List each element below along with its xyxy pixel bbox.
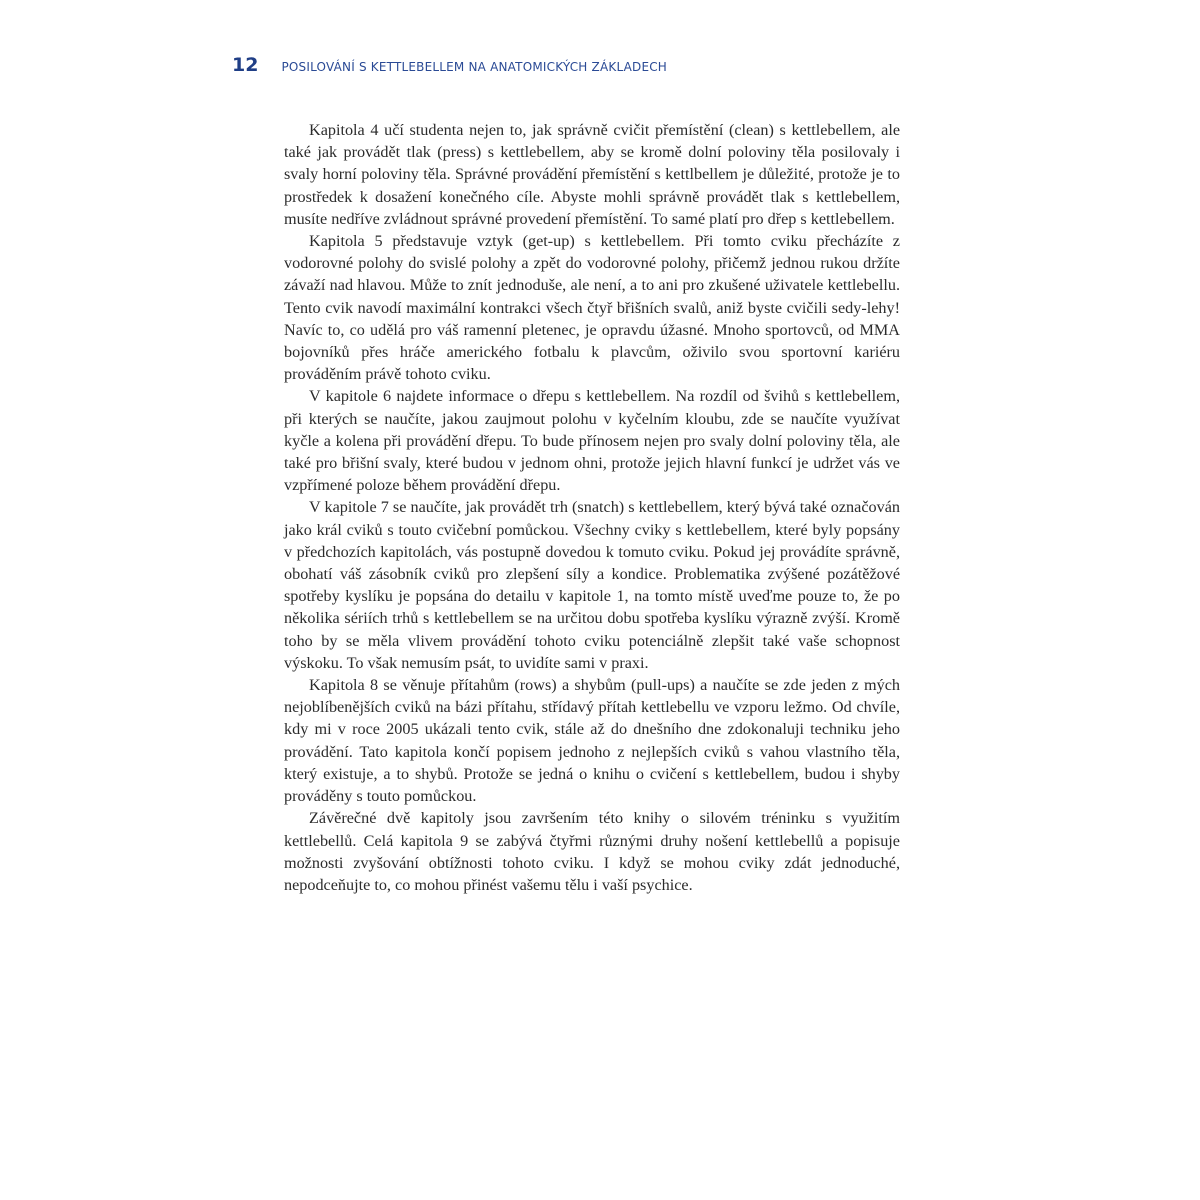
body-text (284, 119, 900, 896)
paragraph-chapter-7: V kapitole 7 se naučíte, jak provádět trh (snatch) s kettlebellem, který bývá také označován jako král cviků s touto cvičební pomůckou. Všechny cviky s kettlebellem, které byly popsány v předchozích kapitolách, vás postupně dovedou k tomuto cviku. Pokud jej provádíte správně, obohatí váš zásobník cviků pro zlepšení síly a kondice. Problematika zvýšené pozátěžové spotřeby kyslíku je popsána do detailu v kapitole 1, na tomto místě uveďme pouze to, že po několika sériích trhů s kettlebellem se na určitou dobu spotřeba kyslíku výrazně zvýší. Kromě toho by se měla vlivem provádění tohoto cviku potenciálně zlepšit také vaše schopnost výskoku. To však nemusím psát, to uvidíte sami v praxi. (284, 498, 900, 672)
page-number: 12 (232, 54, 259, 76)
paragraph-chapter-6: V kapitole 6 najdete informace o dřepu s kettlebellem. Na rozdíl od švihů s kettlebellem, při kterých se naučíte, jakou zaujmout polohu v kyčelním kloubu, zde se naučíte využívat kyčle a kolena při provádění dřepu. To bude přínosem nejen pro svaly dolní poloviny těla, ale také pro břišní svaly, které budou v jednom ohni, protože jejich hlavní funkcí je udržet vás ve vzpřímené poloze během provádění dřepu. (284, 387, 900, 495)
paragraph-final-chapters: Závěrečné dvě kapitoly jsou završením této knihy o silovém tréninku s využitím kettlebellů. Celá kapitola 9 se zabývá čtyřmi různými druhy nošení kettlebellů a popisuje možnosti zvyšování obtížnosti tohoto cviku. I když se mohou cviky zdát jednoduché, nepodceňujte to, co mohou přinést vašemu tělu i vaší psychice. (284, 809, 900, 894)
paragraph-chapter-8: Kapitola 8 se věnuje přítahům (rows) a shybům (pull-ups) a naučíte se zde jeden z mých nejoblíbenějších cviků na bázi přítahu, střídavý přítah kettlebellu ve vzporu ležmo. Od chvíle, kdy mi v roce 2005 ukázali tento cvik, stále až do dnešního dne zdokonaluji techniku jeho provádění. Tato kapitola končí popisem jednoho z nejlepších cviků s vahou vlastního těla, který existuje, a to shybů. Protože se jedná o knihu o cvičení s kettlebellem, budou i shyby prováděny s touto pomůckou. (284, 676, 900, 806)
running-header-title: POSILOVÁNÍ S KETTLEBELLEM NA ANATOMICKÝCH ZÁKLADECH (281, 60, 668, 74)
paragraph-chapter-5: Kapitola 5 představuje vztyk (get-up) s kettlebellem. Při tomto cviku přecházíte z vodorovné polohy do svislé polohy a zpět do vodorovné polohy, přičemž jednou rukou držíte závaží nad hlavou. Může to znít jednoduše, ale není, a to ani pro zkušené uživatele kettlebellu. Tento cvik navodí maximální kontrakci všech čtyř břišních svalů, aniž byste cvičili sedy-lehy! Navíc to, co udělá pro váš ramenní pletenec, je opravdu úžasné. Mnoho sportovců, od MMA bojovníků přes hráče amerického fotbalu k plavcům, oživilo svou sportovní kariéru prováděním právě tohoto cviku. (284, 232, 900, 384)
running-header (232, 54, 667, 78)
paragraph-chapter-4: Kapitola 4 učí studenta nejen to, jak správně cvičit přemístění (clean) s kettlebellem, ale také jak provádět tlak (press) s kettlebellem, aby se kromě dolní poloviny těla posilovaly i svaly horní poloviny těla. Správné provádění přemístění s kettlbellem je důležité, protože je to prostředek k dosažení konečného cíle. Abyste mohli správně provádět tlak s kettlebellem, musíte nedříve zvládnout správné provedení přemístění. To samé platí pro dřep s kettlebellem. (284, 121, 900, 228)
